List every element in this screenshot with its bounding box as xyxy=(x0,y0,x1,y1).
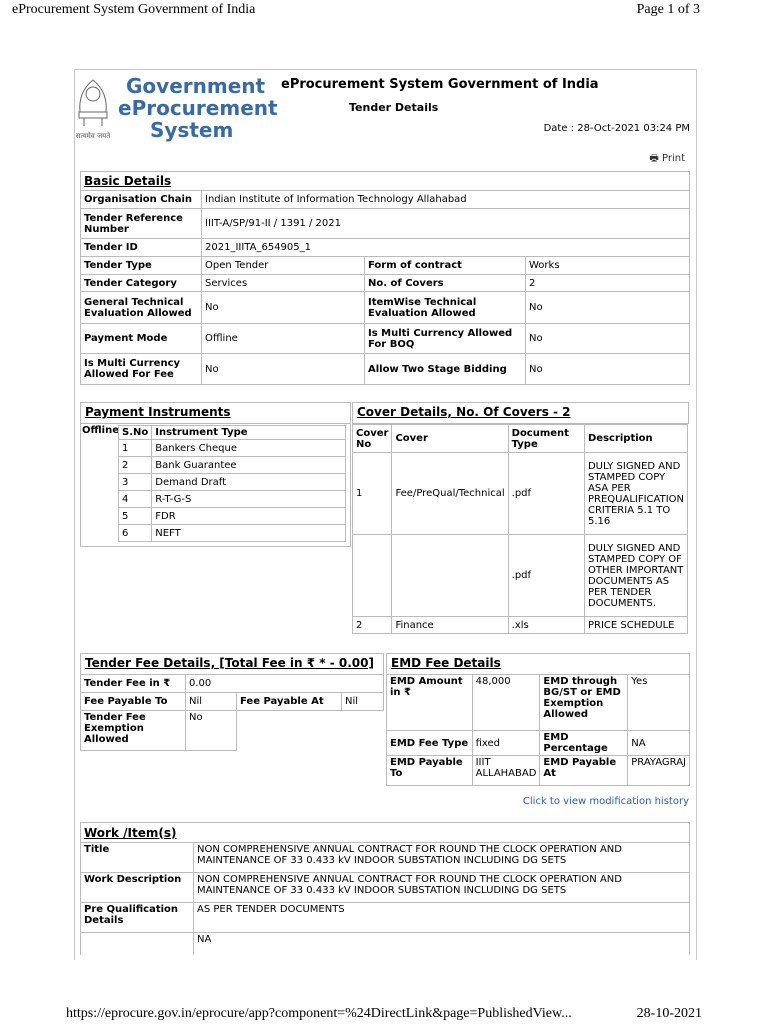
table-row: 1 xyxy=(119,440,152,457)
print-label: Print xyxy=(661,153,685,164)
tender-fee-heading: Tender Fee Details, [Total Fee in ₹ * - 0.00] xyxy=(80,653,384,675)
work-title-label: Title xyxy=(81,843,194,873)
org-chain-value: Indian Institute of Information Technology Allahabad xyxy=(202,191,690,209)
logo-line-3: System xyxy=(150,118,234,142)
page-number: Page 1 of 3 xyxy=(636,2,700,17)
cover-no-header: Cover No xyxy=(353,425,392,453)
document-type-header: Document Type xyxy=(508,425,584,453)
modification-history-link[interactable]: Click to view modification history xyxy=(522,796,689,807)
national-emblem-icon xyxy=(70,72,116,142)
cover-no-1: 1 xyxy=(353,453,392,535)
fee-exemption-label: Tender Fee Exemption Allowed xyxy=(81,711,186,751)
tender-type-label: Tender Type xyxy=(81,257,202,275)
multi-currency-fee-label: Is Multi Currency Allowed For Fee xyxy=(81,354,202,385)
form-of-contract-label: Form of contract xyxy=(365,257,526,275)
org-chain-label: Organisation Chain xyxy=(81,191,202,209)
iwte-value: No xyxy=(526,292,690,324)
logo-line-1: Government xyxy=(126,74,266,98)
emd-payable-at-label: EMD Payable At xyxy=(540,756,628,786)
work-title-value: NON COMPREHENSIVE ANNUAL CONTRACT FOR ROUND THE CLOCK OPERATION AND MAINTENANCE OF 33 0.433 kV INDOOR SUBSTATION INCLUDING DG SETS xyxy=(194,843,690,873)
logo-line-2: eProcurement xyxy=(118,96,278,120)
two-stage-label: Allow Two Stage Bidding xyxy=(365,354,526,385)
emd-fee-table xyxy=(386,674,690,786)
emd-percentage-label: EMD Percentage xyxy=(540,731,628,756)
fee-payable-to-label: Fee Payable To xyxy=(81,693,186,711)
emd-percentage-value: NA xyxy=(628,731,690,756)
cover-details-table xyxy=(352,424,688,634)
description-header: Description xyxy=(584,425,687,453)
footer-date: 28-10-2021 xyxy=(636,1006,702,1021)
fee-payable-at-label: Fee Payable At xyxy=(237,693,342,711)
tender-ref-label: Tender Reference Number xyxy=(81,209,202,239)
emd-bg-value: Yes xyxy=(628,675,690,731)
emd-fee-heading: EMD Fee Details xyxy=(386,653,690,675)
work-description-value: NON COMPREHENSIVE ANNUAL CONTRACT FOR ROUND THE CLOCK OPERATION AND MAINTENANCE OF 33 0.433 kV INDOOR SUBSTATION INCLUDING DG SETS xyxy=(194,873,690,903)
instrument-table: S.No Instrument Type 1 Bankers Cheque 2 Bank Guarantee 3 Demand Draft 4 R-T-G-S 5 FDR 6 NEFT xyxy=(118,425,346,542)
cover-name-1: Fee/PreQual/Technical xyxy=(392,453,508,535)
fee-payable-at-value: Nil xyxy=(342,693,384,711)
table-row: 6 xyxy=(119,525,152,542)
no-of-covers-label: No. of Covers xyxy=(365,275,526,292)
work-description-label: Work Description xyxy=(81,873,194,903)
cover-details-heading: Cover Details, No. Of Covers - 2 xyxy=(352,402,689,424)
gte-label: General Technical Evaluation Allowed xyxy=(81,292,202,324)
footer-url: https://eprocure.gov.in/eprocure/app?component=%24DirectLink&page=PublishedView... xyxy=(66,1006,572,1021)
work-items-heading: Work /Item(s) xyxy=(84,825,177,840)
pre-qualification-value: AS PER TENDER DOCUMENTS xyxy=(194,903,690,933)
tender-type-value: Open Tender xyxy=(202,257,365,275)
payment-mode-value: Offline xyxy=(202,324,365,354)
emd-bg-label: EMD through BG/ST or EMD Exemption Allowed xyxy=(540,675,628,731)
report-date: Date : 28-Oct-2021 03:24 PM xyxy=(543,123,690,134)
description-1b: DULY SIGNED AND STAMPED COPY OF OTHER IMPORTANT DOCUMENTS AS PER TENDER DOCUMENTS. xyxy=(584,535,687,617)
printer-icon: 🖶 xyxy=(649,153,659,164)
work-items-table xyxy=(80,822,690,955)
page-title: eProcurement System Government of India xyxy=(281,77,599,92)
doc-type-2: .xls xyxy=(508,617,584,634)
emd-fee-type-label: EMD Fee Type xyxy=(387,731,473,756)
no-of-covers-value: 2 xyxy=(526,275,690,292)
tender-id-value: 2021_IIITA_654905_1 xyxy=(202,239,690,257)
emd-amount-value: 48,000 xyxy=(472,675,540,731)
description-1a: DULY SIGNED AND STAMPED COPY ASA PER PREQUALIFICATION CRITERIA 5.1 TO 5.16 xyxy=(584,453,687,535)
tender-category-label: Tender Category xyxy=(81,275,202,292)
table-row: 5 xyxy=(119,508,152,525)
tender-fee-label: Tender Fee in ₹ xyxy=(81,675,186,693)
emd-payable-to-label: EMD Payable To xyxy=(387,756,473,786)
logo-wordmark xyxy=(118,75,278,141)
payment-mode-label: Payment Mode xyxy=(81,324,202,354)
multi-currency-boq-value: No xyxy=(526,324,690,354)
payment-mode-offline: Offline xyxy=(82,425,119,436)
emblem-motto: सत्यमेव जयते xyxy=(75,132,111,140)
two-stage-value: No xyxy=(526,354,690,385)
multi-currency-boq-label: Is Multi Currency Allowed For BOQ xyxy=(365,324,526,354)
tender-category-value: Services xyxy=(202,275,365,292)
page-subtitle: Tender Details xyxy=(349,101,439,114)
print-button[interactable] xyxy=(649,151,685,168)
cover-no-2: 2 xyxy=(353,617,392,634)
fee-exemption-value: No xyxy=(186,711,237,751)
table-row: 4 xyxy=(119,491,152,508)
tender-ref-value: IIIT-A/SP/91-II / 1391 / 2021 xyxy=(202,209,690,239)
multi-currency-fee-value: No xyxy=(202,354,365,385)
tender-fee-value: 0.00 xyxy=(186,675,384,693)
doc-type-1b: .pdf xyxy=(508,535,584,617)
tender-id-label: Tender ID xyxy=(81,239,202,257)
emd-amount-label: EMD Amount in ₹ xyxy=(387,675,473,731)
doc-type-1a: .pdf xyxy=(508,453,584,535)
form-of-contract-value: Works xyxy=(526,257,690,275)
basic-details-heading: Basic Details xyxy=(84,174,172,188)
next-row-value: NA xyxy=(194,933,690,955)
cover-name-2: Finance xyxy=(392,617,508,634)
payment-instruments-heading: Payment Instruments xyxy=(80,402,351,424)
fee-payable-to-value: Nil xyxy=(186,693,237,711)
page-header-title: eProcurement System Government of India xyxy=(12,2,256,17)
basic-details-table xyxy=(80,171,690,385)
table-row: 3 xyxy=(119,474,152,491)
instrument-type-header: Instrument Type xyxy=(152,426,346,440)
emd-fee-type-value: fixed xyxy=(472,731,540,756)
tender-fee-table xyxy=(80,674,384,751)
description-2: PRICE SCHEDULE xyxy=(584,617,687,634)
pre-qualification-label: Pre Qualification Details xyxy=(81,903,194,933)
payment-instruments-box xyxy=(80,422,351,547)
emd-payable-at-value: PRAYAGRAJ xyxy=(628,756,690,786)
emd-payable-to-value: IIIT ALLAHABAD xyxy=(472,756,540,786)
table-row: 2 xyxy=(119,457,152,474)
iwte-label: ItemWise Technical Evaluation Allowed xyxy=(365,292,526,324)
gte-value: No xyxy=(202,292,365,324)
sno-header: S.No xyxy=(119,426,152,440)
cover-header: Cover xyxy=(392,425,508,453)
